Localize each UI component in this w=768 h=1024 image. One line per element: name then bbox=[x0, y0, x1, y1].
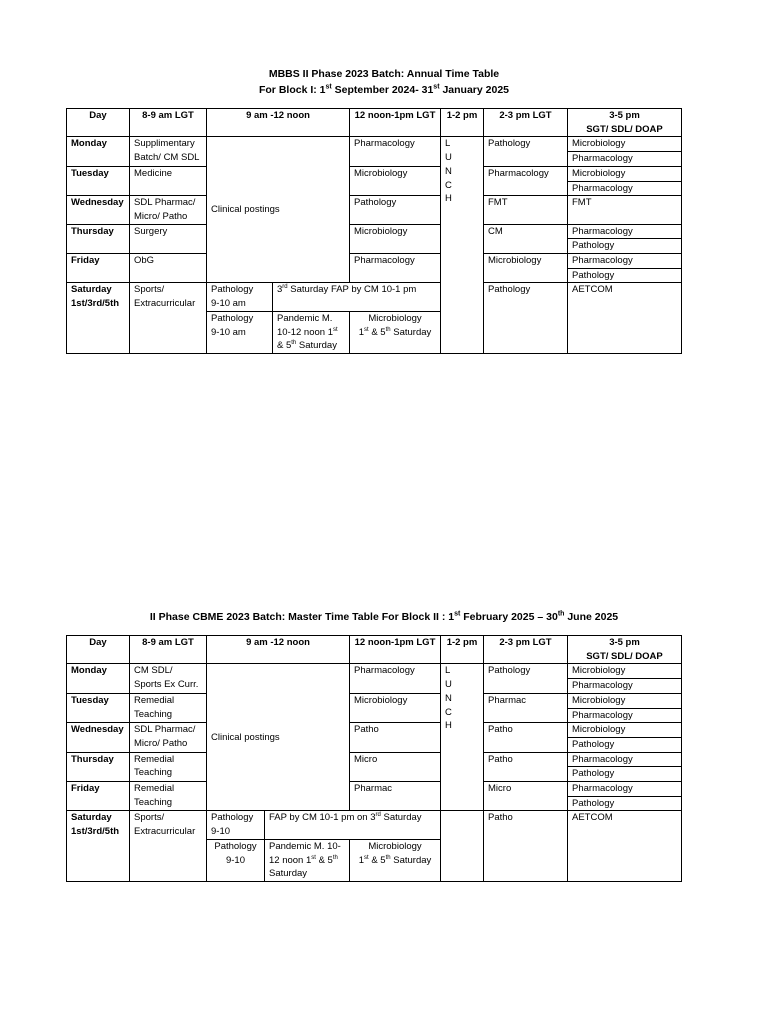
sgt-cell: Pathology bbox=[568, 767, 682, 782]
lgt-2-3-cell: FMT bbox=[484, 196, 568, 224]
sgt-cell: Pharmacology bbox=[568, 152, 682, 167]
sgt-cell: AETCOM bbox=[568, 811, 682, 882]
sgt-cell: AETCOM bbox=[568, 283, 682, 354]
header-1-2: 1-2 pm bbox=[441, 109, 484, 137]
sgt-cell: Microbiology bbox=[568, 723, 682, 738]
table-row bbox=[67, 752, 682, 767]
header-3-5: 3-5 pm SGT/ SDL/ DOAP bbox=[568, 109, 682, 137]
lgt-8-9-cell: ObG bbox=[130, 254, 207, 283]
day-cell: Monday bbox=[67, 137, 130, 166]
lunch-cell: L U N C H bbox=[441, 137, 484, 354]
lgt-12-1-cell: Pharmacology bbox=[350, 137, 441, 166]
lgt-2-3-cell: Patho bbox=[484, 723, 568, 752]
header-day: Day bbox=[67, 636, 130, 664]
pandemic-cell: Pandemic M. 10-12 noon 1st & 5th Saturday bbox=[273, 311, 350, 353]
empty-cell bbox=[441, 811, 484, 882]
table-row bbox=[67, 782, 682, 797]
sgt-cell: Pathology bbox=[568, 737, 682, 752]
header-3-5: 3-5 pm SGT/ SDL/ DOAP bbox=[568, 636, 682, 664]
lgt-2-3-cell: Pathology bbox=[484, 137, 568, 166]
lgt-2-3-cell: Pathology bbox=[484, 283, 568, 354]
day-cell: Friday bbox=[67, 254, 130, 283]
lgt-12-1-cell: Micro bbox=[350, 752, 441, 781]
lgt-2-3-cell: Pathology bbox=[484, 664, 568, 693]
sgt-cell: Pharmacology bbox=[568, 181, 682, 196]
table-row bbox=[67, 254, 682, 269]
day-cell: Tuesday bbox=[67, 693, 130, 722]
block1-title-line2: For Block I: 1st September 2024- 31st January 2025 bbox=[258, 83, 509, 96]
table-row bbox=[67, 166, 682, 181]
sgt-cell: Pharmacology bbox=[568, 782, 682, 797]
lgt-2-3-cell: Pharmac bbox=[484, 693, 568, 722]
block1-timetable bbox=[66, 108, 682, 354]
sgt-cell: Microbiology bbox=[568, 693, 682, 708]
sgt-cell: Microbiology bbox=[568, 166, 682, 181]
table-row bbox=[67, 693, 682, 708]
sgt-cell: Pathology bbox=[568, 239, 682, 254]
lgt-2-3-cell: Micro bbox=[484, 782, 568, 811]
lgt-12-1-cell: Microbiology bbox=[350, 693, 441, 722]
lgt-8-9-cell: Medicine bbox=[130, 166, 207, 195]
fap-cell: 3rd Saturday FAP by CM 10-1 pm bbox=[273, 283, 441, 311]
day-cell: Thursday bbox=[67, 224, 130, 253]
block1-title-line1: MBBS II Phase 2023 Batch: Annual Time Table bbox=[268, 68, 500, 80]
lgt-8-9-cell: SDL Pharmac/ Micro/ Patho bbox=[130, 196, 207, 224]
day-cell: Monday bbox=[67, 664, 130, 693]
day-cell: Saturday 1st/3rd/5th bbox=[67, 283, 130, 354]
day-cell: Tuesday bbox=[67, 166, 130, 195]
header-9-12: 9 am -12 noon bbox=[207, 109, 350, 137]
header-row bbox=[67, 636, 682, 664]
lgt-12-1-cell: Pharmacology bbox=[350, 664, 441, 693]
lgt-12-1-cell: Pharmac bbox=[350, 782, 441, 811]
day-cell: Friday bbox=[67, 782, 130, 811]
sgt-cell: FMT bbox=[568, 196, 682, 224]
lgt-2-3-cell: Microbiology bbox=[484, 254, 568, 283]
pandemic-cell: Pandemic M. 10- 12 noon 1st & 5th Saturday bbox=[265, 839, 350, 881]
sgt-cell: Microbiology bbox=[568, 664, 682, 679]
lgt-8-9-cell: Supplimentary Batch/ CM SDL bbox=[130, 137, 207, 166]
lgt-8-9-cell: Surgery bbox=[130, 224, 207, 253]
table-row bbox=[67, 224, 682, 239]
lgt-8-9-cell: SDL Pharmac/ Micro/ Patho bbox=[130, 723, 207, 752]
header-row bbox=[67, 109, 682, 137]
lgt-2-3-cell: Patho bbox=[484, 752, 568, 781]
pathology-9-10-cell: Pathology 9-10 am bbox=[207, 283, 273, 311]
sgt-cell: Microbiology bbox=[568, 137, 682, 152]
sgt-cell: Pharmacology bbox=[568, 708, 682, 723]
header-1-2: 1-2 pm bbox=[441, 636, 484, 664]
header-2-3: 2-3 pm LGT bbox=[484, 109, 568, 137]
pathology-9-10-cell: Pathology 9-10 bbox=[207, 839, 265, 881]
block2-title: II Phase CBME 2023 Batch: Master Time Table For Block II : 1st February 2025 – 30th June 2025 bbox=[149, 610, 619, 623]
header-12-1: 12 noon-1pm LGT bbox=[350, 109, 441, 137]
lunch-cell: L U N C H bbox=[441, 664, 484, 811]
lgt-2-3-cell: Patho bbox=[484, 811, 568, 882]
day-cell: Thursday bbox=[67, 752, 130, 781]
lgt-8-9-cell: Sports/ Extracurricular bbox=[130, 283, 207, 354]
header-12-1: 12 noon-1pm LGT bbox=[350, 636, 441, 664]
microbiology-saturday-cell: Microbiology 1st & 5th Saturday bbox=[350, 311, 441, 353]
lgt-8-9-cell: Remedial Teaching bbox=[130, 693, 207, 722]
table-row bbox=[67, 137, 682, 152]
header-day: Day bbox=[67, 109, 130, 137]
clinical-postings-cell: Clinical postings bbox=[207, 664, 350, 811]
header-8-9: 8-9 am LGT bbox=[130, 109, 207, 137]
lgt-12-1-cell: Microbiology bbox=[350, 166, 441, 195]
microbiology-saturday-cell: Microbiology 1st & 5th Saturday bbox=[350, 839, 441, 881]
table-row bbox=[67, 664, 682, 679]
day-cell: Wednesday bbox=[67, 196, 130, 224]
sgt-cell: Pathology bbox=[568, 268, 682, 283]
header-2-3: 2-3 pm LGT bbox=[484, 636, 568, 664]
lgt-12-1-cell: Pharmacology bbox=[350, 254, 441, 283]
day-cell: Saturday 1st/3rd/5th bbox=[67, 811, 130, 882]
lgt-12-1-cell: Microbiology bbox=[350, 224, 441, 253]
header-8-9: 8-9 am LGT bbox=[130, 636, 207, 664]
pathology-9-10-cell: Pathology 9-10 am bbox=[207, 311, 273, 353]
lgt-2-3-cell: Pharmacology bbox=[484, 166, 568, 195]
lgt-8-9-cell: CM SDL/ Sports Ex Curr. bbox=[130, 664, 207, 693]
block2-timetable bbox=[66, 635, 682, 882]
lgt-8-9-cell: Remedial Teaching bbox=[130, 782, 207, 811]
sgt-cell: Pharmacology bbox=[568, 254, 682, 269]
lgt-12-1-cell: Patho bbox=[350, 723, 441, 752]
sgt-cell: Pharmacology bbox=[568, 752, 682, 767]
sgt-cell: Pharmacology bbox=[568, 224, 682, 239]
lgt-12-1-cell: Pathology bbox=[350, 196, 441, 224]
header-9-12: 9 am -12 noon bbox=[207, 636, 350, 664]
table-row bbox=[67, 723, 682, 738]
day-cell: Wednesday bbox=[67, 723, 130, 752]
fap-cell: FAP by CM 10-1 pm on 3rd Saturday bbox=[265, 811, 441, 839]
pathology-9-10-cell: Pathology 9-10 bbox=[207, 811, 265, 839]
lgt-8-9-cell: Sports/ Extracurricular bbox=[130, 811, 207, 882]
lgt-8-9-cell: Remedial Teaching bbox=[130, 752, 207, 781]
clinical-postings-cell: Clinical postings bbox=[207, 137, 350, 283]
sgt-cell: Pathology bbox=[568, 796, 682, 811]
lgt-2-3-cell: CM bbox=[484, 224, 568, 253]
sgt-cell: Pharmacology bbox=[568, 679, 682, 694]
